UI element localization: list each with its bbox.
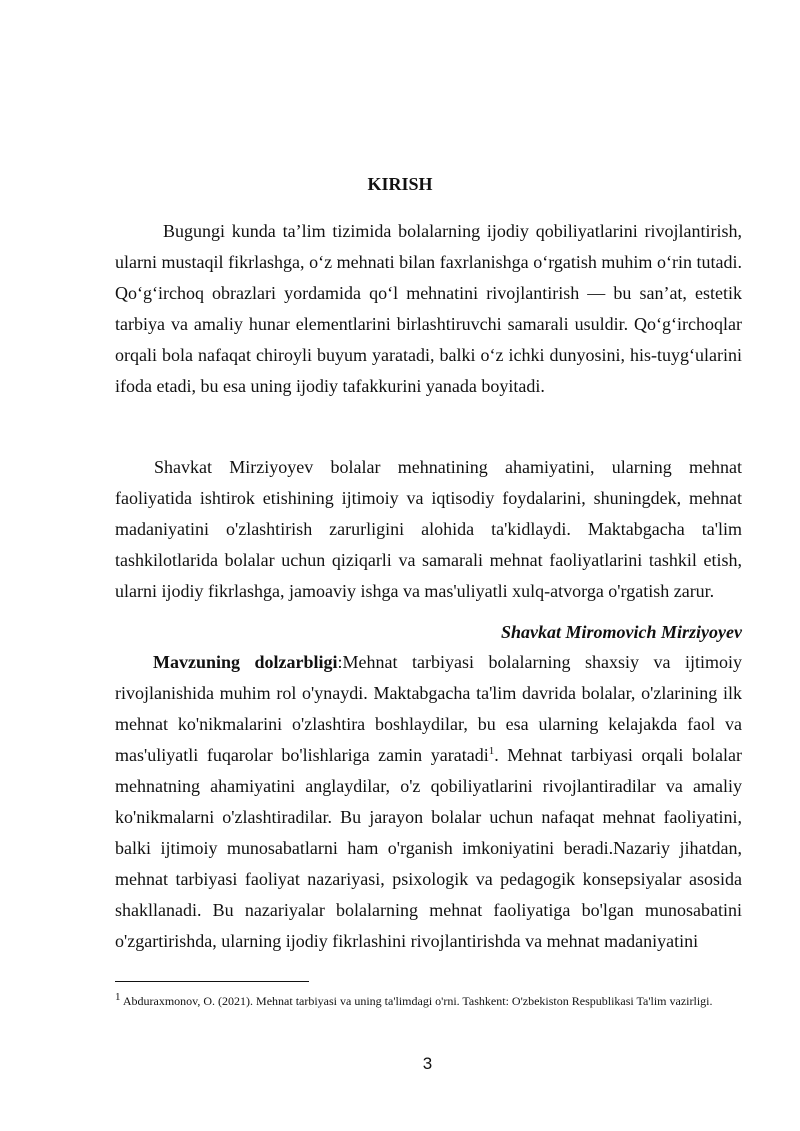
relevance-paragraph	[115, 647, 742, 957]
mirziyoyev-paragraph: Shavkat Mirziyoyev bolalar mehnatining ahamiyatini, ularning mehnat faoliyatida ishtirok etishining ijtimoiy va iqtisodiy foydalarini, shuningdek, mehnat madaniyatini o'zlashtirish zarurligini alohida ta'kidlaydi. Maktabgacha ta'lim tashkilotlarida bolalar uchun qiziqarli va samarali mehnat faoliyatlarini tashkil etish, ularni ijodiy fikrlashga, jamoaviy ishga va mas'uliyatli xulq-atvorga o'rgatish zarur.	[115, 457, 742, 601]
footnote-divider	[115, 981, 309, 982]
footnote-text: Abduraxmonov, O. (2021). Mehnat tarbiyasi va uning ta'limdagi o'rni. Tashkent: O'zbekiston Respublikasi Ta'lim vazirligi.	[120, 994, 713, 1008]
relevance-text-part1: :Mehnat tarbiyasi bolalarning shaxsiy va ijtimoiy rivojlanishida muhim rol o'ynaydi. Maktabgacha ta'lim davrida bolalar, o'zlarining ilk mehnat ko'nikmalarini o'zlashtira boshlaydilar, bu esa ularning kelajakda faol va mas'uliyatli fuqarolar bo'lishlariga zamin yaratadi	[115, 652, 743, 765]
footnote-marker: 1	[115, 991, 121, 1003]
quote-author: Shavkat Miromovich Mirziyoyev	[501, 622, 742, 642]
page-number: 3	[422, 1054, 433, 1073]
relevance-text-part2: . Mehnat tarbiyasi orqali bolalar mehnatning ahamiyatini anglaydilar, o'z qobiliyatlarini rivojlantiradilar va amaliy ko'nikmalarni o'zlashtiradilar. Bu jarayon bolalar uchun nafaqat mehnat faoliyatini, balki ijtimoiy munosabatlarni ham o'rganish imkoniyatini beradi.Nazariy jihatdan, mehnat tarbiyasi faoliyat nazariyasi, psixologik va pedagogik konsepsiyalar asosida shakllanadi. Bu nazariyalar bolalarning mehnat faoliyatiga bo'lgan munosabatini o'zgartirishda, ularning ijodiy fikrlashini rivojlantirishda va mehnat madaniyatini	[115, 745, 742, 951]
intro-paragraph: Bugungi kunda ta’lim tizimida bolalarning ijodiy qobiliyatlarini rivojlantirish, ularni mustaqil fikrlashga, o‘z mehnati bilan faxrlanishga o‘rgatish muhim o‘rin tutadi. Qo‘g‘irchoq obrazlari yordamida qo‘l mehnatini rivojlantirish — bu san’at, estetik tarbiya va amaliy hunar elementlarini birlashtiruvchi samarali usuldir. Qo‘g‘irchoqlar orqali bola nafaqat chiroyli buyum yaratadi, balki o‘z ichki dunyosini, his-tuyg‘ularini ifoda etadi, bu esa uning ijodiy tafakkurini yanada boyitadi.	[115, 221, 742, 396]
footnote-reference[interactable]: 1	[488, 745, 495, 757]
section-heading: KIRISH	[367, 174, 433, 194]
relevance-lead: Mavzuning dolzarbligi	[153, 652, 338, 672]
footnote	[115, 989, 742, 1013]
